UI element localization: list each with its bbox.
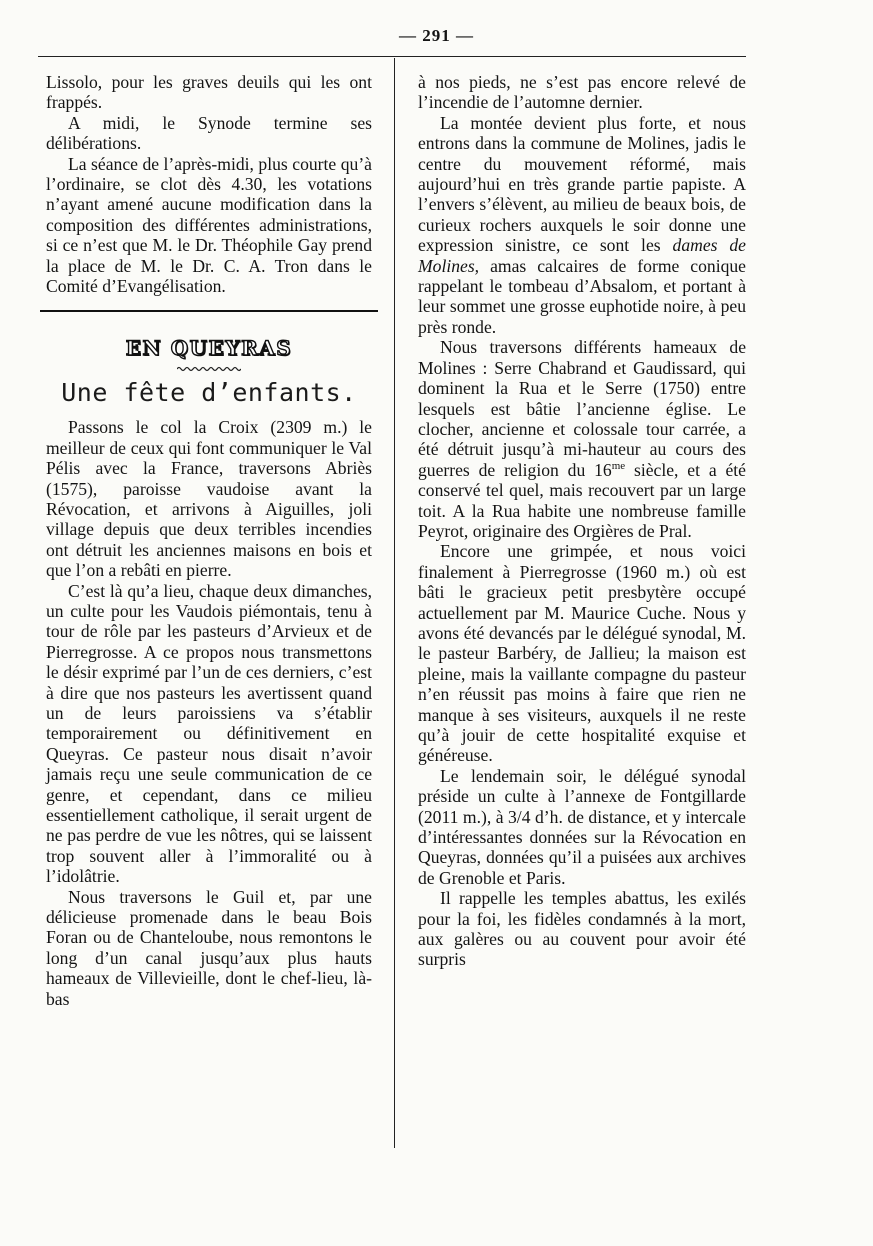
paragraph [418,337,746,541]
paragraph: Il rappelle les temples abattus, les exilés pour la foi, les fidèles condamnés à la mort, aux galères ou au couvent pour avoir été surpris [418,888,746,970]
paragraph: Encore une grimpée, et nous voici finalement à Pierregrosse (1960 m.) où est bâti le gracieux petit presbytère occupé actuellement par M. Maurice Cuche. Nous y avons été devancés par le délégué synodal, M. le pasteur Barbéry, de Jallieu; la maison est pleine, mais la vaillante compagne du pasteur n’en réussit pas moins à faire que rien ne manque à ses visiteurs, auxquels il ne reste qu’à jouir de cette hospitalité exquise et généreuse. [418,541,746,766]
right-column [418,72,746,970]
section-title: EN QUEYRAS [125,336,293,361]
text-run: siècle, et a été conservé tel quel, mais recouvert par un large toit. A la Rua habite une nombreuse famille Peyrot, originaire des Orgières de Pral. [418,459,746,541]
paragraph: Nous traversons le Guil et, par une délicieuse promenade dans le beau Bois Foran ou de Chanteloube, nous remontons le long d’un canal jusqu’aux plus hauts hameaux de Villevieille, dont le chef-lieu, là-bas [46,886,372,1009]
paragraph: Lissolo, pour les graves deuils qui les ont frappés. [46,72,372,113]
left-column [46,72,372,1009]
paragraph: A midi, le Synode termine ses délibérations. [46,112,372,154]
section-rule [40,310,378,312]
paragraph: à nos pieds, ne s’est pas encore relevé de l’incendie de l’automne dernier. [418,72,746,113]
text-run: La montée devient plus forte, et nous entrons dans la commune de Molines, jadis le centre du mouvement réformé, mais aujourd’hui en très grande partie papiste. A l’envers s’élèvent, au milieu de beaux bois, de curieux rochers auxquels le soir donne une expression sinistre, ce sont les [418,112,746,256]
text-run: amas calcaires de forme conique rappelant le tombeau d’Absalom, et portant à leur sommet une grosse euphotide noire, à peu près ronde. [418,255,746,337]
paragraph: Passons le col la Croix (2309 m.) le meilleur de ceux qui font communiquer le Val Pélis avec la France, traversons Abriès (1575), paroisse vaudoise avant la Révocation, et arrivons à Aiguilles, joli village depuis que deux terribles incendies ont détruit les anciennes maisons en bois et que l’on a rebâti en pierre. [46,417,372,581]
paragraph [418,113,746,337]
superscript: me [611,459,626,472]
page-number: — 291 — [399,26,474,45]
text-run: Nous traversons différents hameaux de Molines : Serre Chabrand et Gaudissard, qui dominent la Rua et le Serre (1750) entre lesquels est bâtie l’ancienne église. Le clocher, ancienne et colossale tour carrée, a été détruit jusqu’à mi-hauteur au cours des guerres de religion du 16 [418,337,746,480]
paragraph: Le lendemain soir, le délégué synodal préside un culte à l’annexe de Fontgillarde (2011 m.), à 3/4 d’h. de distance, et y intercale d’intéressantes données sur la Révocation en Queyras, données qu’il a puisées aux archives de Grenoble et Paris. [418,765,746,888]
italic-term: dames de Molines, [418,235,746,276]
paragraph: C’est là qu’a lieu, chaque deux dimanches, un culte pour les Vaudois piémontais, tenu à tour de rôle par les pasteurs d’Arvieux et de Pierregrosse. A ce propos nous transmettons le désir exprimé par l’un de ces derniers, c’est à dire que nos pasteurs les avertissent quand un de leurs paroissiens va s’établir temporairement ou définitivement en Queyras. Ce pasteur nous disait n’avoir jamais reçu une seule communication de ce genre, et cependant, dans ce milieu essentiellement catholique, il serait urgent de ne pas perdre de vue les nôtres, qui se laissent trop souvent aller à l’immoralité ou à l’idolâtrie. [46,580,372,887]
article-subtitle: Une fête d’enfants. [61,377,357,407]
column-divider [394,58,395,1148]
wave-ornament [177,365,241,373]
header-rule [38,56,746,57]
paragraph: La séance de l’après-midi, plus courte qu’à l’ordinaire, se clot dès 4.30, les votations n’ayant amené aucune modification dans la composition des différentes administrations, si ce n’est que M. le Dr. Théophile Gay prend la place de M. le Dr. C. A. Tron dans le Comité d’Evangélisation. [46,153,372,297]
